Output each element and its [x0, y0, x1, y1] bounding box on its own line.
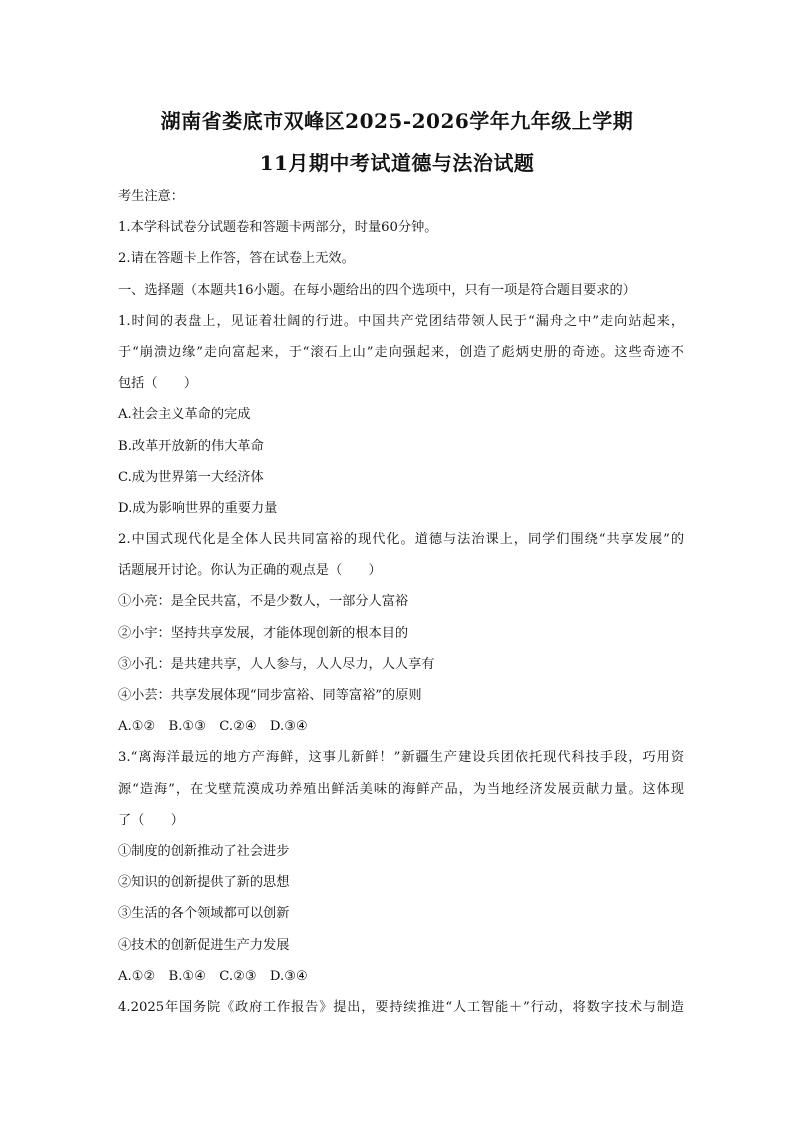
q1-stem-line-3: 包括（ ） — [118, 376, 198, 392]
notice-item-1: 1.本学科试卷分试题卷和答题卡两部分，时量60分钟。 — [118, 220, 438, 236]
notice-heading: 考生注意： — [118, 189, 184, 204]
section-heading-choice: 一、选择题（本题共16小题。在每小题给出的四个选项中，只有一项是符合题目要求的） — [118, 282, 636, 298]
q3-stem-line-1: 3.“离海洋最远的地方产海鲜，这事儿新鲜！”新疆生产建设兵团依托现代科技手段，巧用资 — [118, 750, 684, 766]
q2-statement-1: ①小亮：是全民共富，不是少数人，一部分人富裕 — [118, 594, 409, 610]
q1-option-b: B.改革开放新的伟大革命 — [118, 438, 264, 454]
q2-stem-line-2: 话题展开讨论。你认为正确的观点是（ ） — [118, 563, 382, 579]
document-body — [118, 181, 684, 1023]
q3-options: A.①② B.①④ C.②③ D.③④ — [118, 968, 308, 984]
q2-statement-3: ③小孔：是共建共享，人人参与，人人尽力，人人享有 — [118, 656, 435, 672]
title-line-1: 湖南省娄底市双峰区2025-2026学年九年级上学期 — [160, 109, 634, 133]
q3-stem-line-2: 源“造海”，在戈壁荒漠成功养殖出鲜活美味的海鲜产品，为当地经济发展贡献力量。这体现 — [118, 781, 684, 797]
notice-item-2: 2.请在答题卡上作答，答在试卷上无效。 — [118, 251, 355, 267]
q1-stem-line-1: 1.时间的表盘上，见证着壮阔的行进。中国共产党团结带领人民于“漏舟之中”走向站起来， — [118, 313, 684, 329]
q1-stem-line-2: 于“崩溃边缘”走向富起来，于“滚石上山”走向强起来，创造了彪炳史册的奇迹。这些奇迹不 — [118, 344, 684, 360]
q2-stem-line-1: 2.中国式现代化是全体人民共同富裕的现代化。道德与法治课上，同学们围绕“共享发展”的 — [118, 532, 684, 548]
q3-statement-4: ④技术的创新促进生产力发展 — [118, 937, 290, 953]
title-line-2: 11月期中考试道德与法治试题 — [259, 151, 535, 175]
q1-option-d: D.成为影响世界的重要力量 — [118, 500, 278, 516]
q3-statement-2: ②知识的创新提供了新的思想 — [118, 875, 290, 891]
q2-statement-2: ②小宇：坚持共享发展，才能体现创新的根本目的 — [118, 625, 409, 641]
q2-statement-4: ④小芸：共享发展体现“同步富裕、同等富裕”的原则 — [118, 688, 422, 703]
q1-option-c: C.成为世界第一大经济体 — [118, 469, 264, 485]
q3-statement-1: ①制度的创新推动了社会进步 — [118, 843, 290, 859]
document-title — [0, 100, 794, 184]
q2-options: A.①② B.①③ C.②④ D.③④ — [118, 719, 308, 735]
q4-stem-line-1: 4.2025年国务院《政府工作报告》提出，要持续推进“人工智能＋”行动，将数字技术与制造 — [118, 999, 684, 1015]
q3-stem-line-3: 了（ ） — [118, 812, 184, 828]
q3-statement-3: ③生活的各个领域都可以创新 — [118, 906, 290, 922]
q1-option-a: A.社会主义革命的完成 — [118, 407, 251, 423]
